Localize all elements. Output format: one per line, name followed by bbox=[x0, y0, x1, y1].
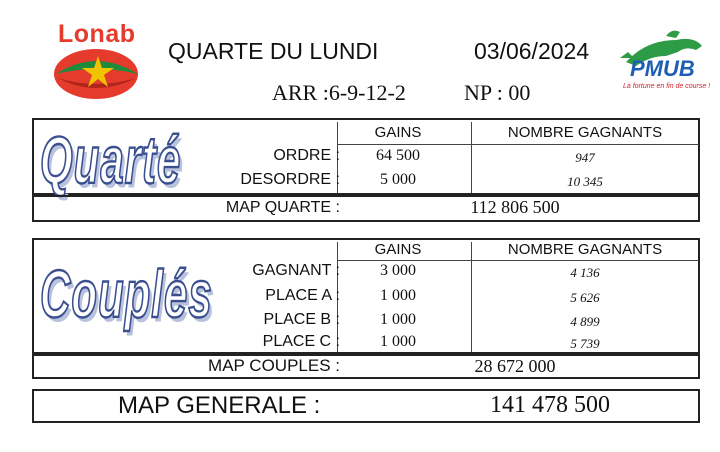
couples-winners-header: NOMBRE GAGNANTS bbox=[507, 241, 663, 258]
couples-row-label: PLACE A : bbox=[265, 287, 340, 304]
couples-banner: Couplés bbox=[40, 256, 213, 332]
quarte-row-gain: 5 000 bbox=[380, 171, 416, 188]
couples-row-winners: 4 136 bbox=[570, 265, 600, 280]
race-date: 03/06/2024 bbox=[474, 38, 590, 64]
couples-row-gain: 1 000 bbox=[380, 311, 416, 328]
arrival-order: ARR :6-9-12-2 bbox=[272, 80, 406, 105]
quarte-map-label: MAP QUARTE : bbox=[225, 199, 340, 216]
couples-row-gain: 3 000 bbox=[380, 262, 416, 279]
couples-row-gain: 1 000 bbox=[380, 287, 416, 304]
page-title: QUARTE DU LUNDI bbox=[168, 38, 379, 64]
general-map-value: 141 478 500 bbox=[490, 392, 610, 418]
quarte-row-label: ORDRE : bbox=[273, 147, 340, 164]
quarte-banner: Quarté bbox=[40, 122, 182, 198]
quarte-gains-header: GAINS bbox=[374, 124, 422, 141]
couples-map-label: MAP COUPLES : bbox=[208, 356, 340, 375]
quarte-map-value: 112 806 500 bbox=[470, 197, 560, 217]
couples-row-gain: 1 000 bbox=[380, 333, 416, 350]
couples-row-label: GAGNANT : bbox=[252, 262, 340, 279]
lonab-brand-text: Lonab bbox=[58, 20, 136, 48]
couples-row-label: PLACE C : bbox=[262, 333, 340, 350]
quarte-row-winners: 947 bbox=[575, 150, 595, 165]
pmub-tagline: La fortune en fin de course ! bbox=[623, 83, 711, 90]
couples-row-winners: 5 626 bbox=[570, 290, 600, 305]
couples-row-winners: 5 739 bbox=[570, 336, 600, 351]
quarte-row-gain: 64 500 bbox=[376, 147, 420, 164]
couples-row-label: PLACE B : bbox=[263, 311, 340, 328]
quarte-row-label: DESORDRE : bbox=[240, 171, 340, 188]
quarte-row-winners: 10 345 bbox=[567, 174, 603, 189]
pmub-brand-text: PMUB bbox=[630, 56, 695, 81]
couples-gains-header: GAINS bbox=[374, 241, 422, 258]
quarte-winners-header: NOMBRE GAGNANTS bbox=[507, 124, 663, 141]
couples-row-winners: 4 899 bbox=[570, 314, 600, 329]
couples-map-value: 28 672 000 bbox=[474, 356, 556, 376]
non-partants: NP : 00 bbox=[464, 80, 531, 105]
general-map-label: MAP GENERALE : bbox=[118, 392, 321, 419]
